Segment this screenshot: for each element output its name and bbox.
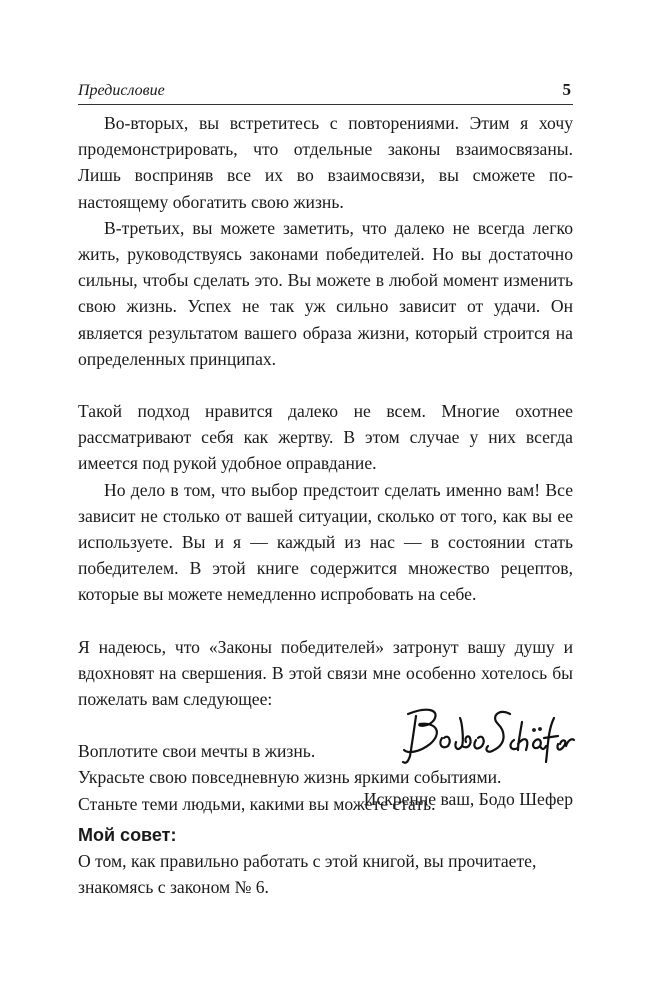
section-title: Предисловие [78, 82, 165, 99]
wish-line: Воплотите свои мечты в жизнь. [78, 741, 316, 762]
paragraph-victim-mindset: Такой подход нравится далеко не всем. Многие охотнее рассматривают себя как жертву. В этом случае у них всегда имеется под рукой удобное оправдание. [78, 401, 573, 474]
tip-heading: Мой совет: [78, 825, 177, 845]
wish-line: Украсьте свою повседневную жизнь яркими событиями. [78, 767, 502, 788]
paragraph-third-point: В-третьих, вы можете заметить, что далеко не всегда легко жить, руководствуясь законами победителей. Но вы достаточно сильны, чтобы сделать это. Вы можете в любой момент изменить свою жизнь. Успех не так уж сильно зависит от удачи. Он является результатом вашего образа жизни, который строится на определенных принципах. [78, 217, 573, 369]
running-header [78, 82, 573, 105]
paragraph-hope: Я надеюсь, что «Законы победителей» затронут вашу душу и вдохновят на свершения. В этой связи мне особенно хотелось бы пожелать вам следующее: [78, 636, 573, 710]
page-number: 5 [562, 80, 571, 99]
paragraph-repetitions: Во-вторых, вы встретитесь с повторениями. Этим я хочу продемонстрировать, что отдельные законы взаимосвязаны. Лишь восприняв все их во взаимосвязи, вы сможете по-настоящему обогатить свою жизнь. [78, 113, 573, 212]
wish-line: Станьте теми людьми, какими вы можете стать. [78, 793, 436, 814]
author-signature [398, 700, 578, 770]
tip-text: О том, как правильно работать с этой книгой, вы прочитаете, знакомясь с законом № 6. [78, 851, 537, 898]
paragraph-choice: Но дело в том, что выбор предстоит сделать именно вам! Все зависит не столько от вашей ситуации, сколько от того, как вы ее используете. Вы и я — каждый из нас — в состоянии стать победителем. В этой книге содержится множество рецептов, которые вы можете немедленно испробовать на себе. [78, 479, 573, 605]
closing-signoff: Искренне ваш, Бодо Шефер [363, 789, 573, 809]
